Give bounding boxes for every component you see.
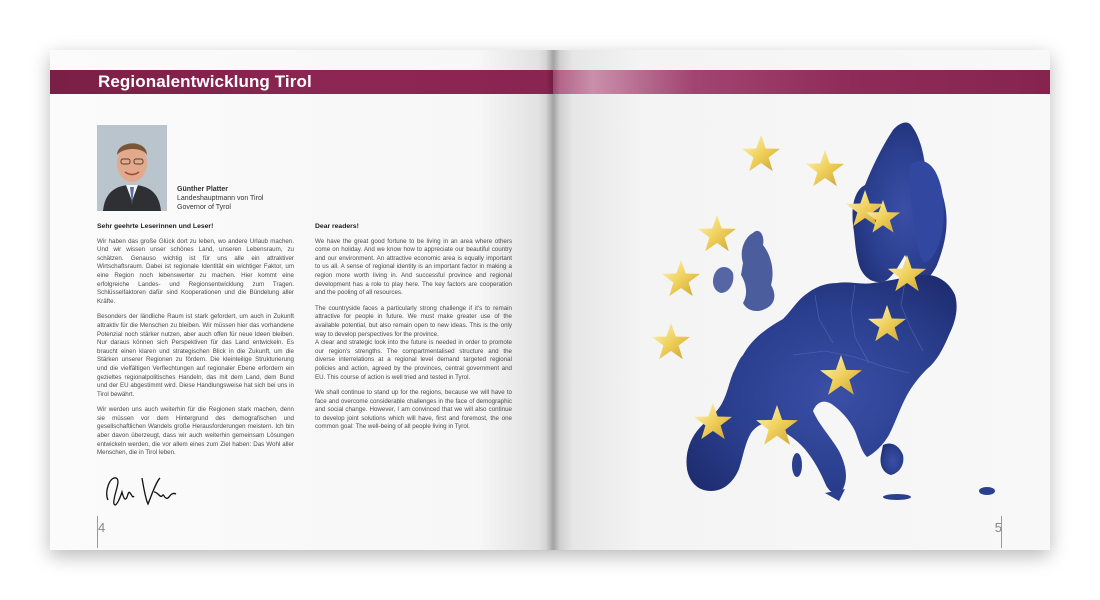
map-continent (686, 275, 956, 494)
map-ireland (713, 267, 733, 293)
map-uk (741, 231, 774, 311)
map-crete (883, 494, 911, 500)
eu-star (652, 323, 690, 359)
german-paragraph: Wir haben das große Glück dort zu leben, wo andere Urlaub machen. Und wir wissen unser schönes Land, unseren Lebensraum, zu schätzen. Genauso wichtig ist für uns alle ein attraktiver Wirtschaftsraum. Dabei ist regionale Identität ein wichtiger Faktor, um eine Region noch lebenswerter zu machen. Hier kommt eine erfolgreiche Landes- und Regionsentwicklung zum Tragen. Schlüsselfaktoren dafür sind Kooperationen und die Bündelung aller Kräfte. (97, 237, 294, 305)
portrait-caption (177, 185, 263, 212)
english-greeting: Dear readers! (315, 223, 359, 230)
book-spine-shadow (546, 50, 560, 550)
title-banner-continued (553, 70, 1050, 94)
eu-star (806, 150, 844, 186)
german-greeting: Sehr geehrte Leserinnen und Leser! (97, 223, 214, 230)
english-paragraph: We shall continue to stand up for the regions, because we will have to face and overcome considerable challenges in the face of demographic and social change. However, I am convinced that we will also continue to develop joint solutions which will have, first and foremost, the one common goal: The well-being of all people living in Tyrol. (315, 389, 512, 431)
eu-star (698, 215, 736, 251)
left-page (50, 50, 553, 550)
brochure-spread (50, 50, 1050, 550)
map-sardinia (792, 453, 802, 477)
eu-star (662, 260, 700, 296)
map-cyprus (979, 487, 995, 495)
english-paragraph: The countryside faces a particularly strong challenge if it's to remain attractive for people in future. We must make greater use of the available potential, but also remain open to new ideas. This is the only way to develop perspectives for the province. A clear and strategic look into the future is needed in order to promote our region's strengths. The compartmentalised structure and the diverse interrelations at a regional level demand targeted regional policies and action, agreed by the provinces, central government and EU. This course of action is well tried and tested in Tyrol. (315, 304, 512, 381)
german-paragraph: Wir werden uns auch weiterhin für die Regionen stark machen, denn sie müssen vor dem Hintergrund des demografischen und gesellschaftlichen Wandels große Herausforderungen meistern. Ich bin aber davon überzeugt, dass wir auch weiterhin gemeinsam Lösungen entwickeln werden, die vor allem eines zum Ziel haben: Das Wohl aller Menschen, die in Tirol leben. (97, 406, 294, 457)
english-paragraph: We have the great good fortune to be living in an area where others come on holiday. And we know how to appreciate our beautiful country and our environment. An attractive economic area is equally important to us all. A sense of regional identity is an important factor in making a region more worth living in. And successful province and regional development has a role to play here. The key factors are cooperation and the pooling of all resources. (315, 237, 512, 297)
german-text-column (97, 223, 294, 465)
page-number-left: 4 (98, 520, 106, 535)
eu-map-illustration (593, 105, 1033, 525)
person-role-de: Landeshauptmann von Tirol (177, 195, 264, 202)
eu-star (742, 135, 780, 171)
signature-image (102, 470, 182, 510)
german-paragraph: Besonders der ländliche Raum ist stark gefordert, um auch in Zukunft attraktiv für die Menschen zu bleiben. Wir müssen hier das vorhandene Potenzial noch stärker nutzen, aber auch offen für neue Ideen bleiben. Nur daraus können sich Perspektiven für das Land entwickeln. Es braucht einen klaren und strategischen Blick in die Zukunft, um die Stärken unserer Regionen zu fördern. Die kleinteilige Strukturierung und die vielfältigen Verflechtungen auf regionaler Ebene erfordern ein gezieltes regionalpolitisches Handeln, das mit dem Land, dem Bund und der EU abgestimmt wird. Diese Handlungsweise hat sich bei uns in Tirol bewährt. (97, 313, 294, 398)
page-title: Regionalentwicklung Tirol (98, 72, 312, 91)
right-page (553, 50, 1050, 550)
portrait-illustration (97, 125, 167, 211)
map-greece (880, 443, 903, 475)
person-role-en: Governor of Tyrol (177, 204, 231, 211)
page-number-right: 5 (994, 520, 1002, 535)
person-name: Günther Platter (177, 186, 228, 193)
english-text-column (315, 223, 512, 439)
portrait-photo (97, 125, 167, 211)
